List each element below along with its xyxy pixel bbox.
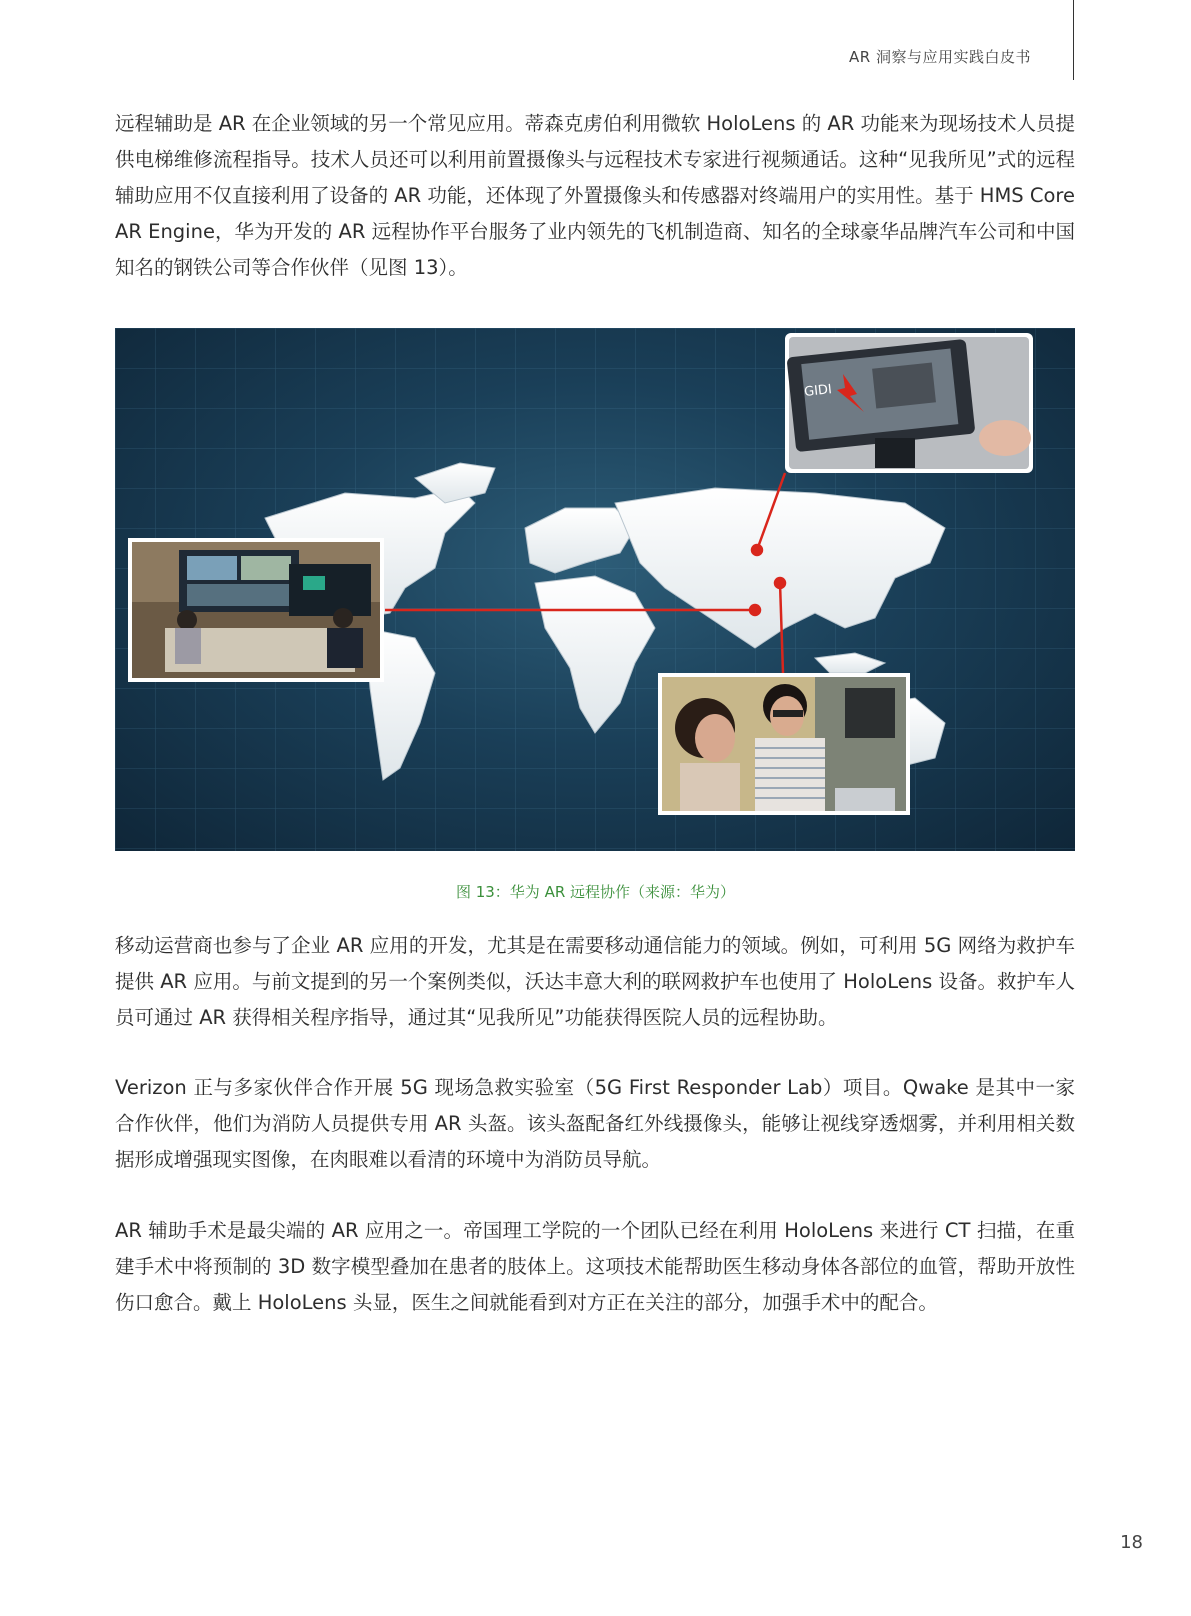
- marker-south-china: [775, 578, 785, 588]
- figure-ar-remote-collaboration: [115, 328, 1075, 851]
- paragraph-remote-assistance: 远程辅助是 AR 在企业领域的另一个常见应用。蒂森克虏伯利用微软 HoloLens 的 AR 功能来为现场技术人员提供电梯维修流程指导。技术人员还可以利用前置摄像头与远程技术专家进行视频通话。这种“见我所见”式的远程辅助应用不仅直接利用了设备的 AR 功能，还体现了外置摄像头和传感器对终端用户的实用性。基于 HMS Core AR Engine，华为开发的 AR 远程协作平台服务了业内领先的飞机制造商、知名的全球豪华品牌汽车公司和中国知名的钢铁公司等合作伙伴（见图 13）。: [115, 112, 1075, 279]
- figure-caption: 图 13：华为 AR 远程协作（来源：华为）: [455, 883, 736, 901]
- photo-colleagues: [658, 673, 910, 815]
- photo-ar-device: [785, 333, 1033, 473]
- marker-north-china: [752, 545, 762, 555]
- device-label: GIDI: [803, 382, 833, 400]
- photo-meeting-room: [128, 538, 384, 682]
- paragraph-verizon: Verizon 正与多家伙伴合作开展 5G 现场急救实验室（5G First Responder Lab）项目。Qwake 是其中一家合作伙伴，他们为消防人员提供专用 AR 头盔。该头盔配备红外线摄像头，能够让视线穿透烟雾，并利用相关数据形成增强现实图像，在肉眼难以看清的环境中为消防员导航。: [115, 1076, 1075, 1171]
- paragraph-mobile-operators: 移动运营商也参与了企业 AR 应用的开发，尤其是在需要移动通信能力的领域。例如，可利用 5G 网络为救护车提供 AR 应用。与前文提到的另一个案例类似，沃达丰意大利的联网救护车也使用了 HoloLens 设备。救护车人员可通过 AR 获得相关程序指导，通过其“见我所见”功能获得医院人员的远程协助。: [115, 934, 1075, 1029]
- header-title: AR 洞察与应用实践白皮书: [849, 48, 1031, 66]
- header-divider: [1073, 0, 1074, 80]
- marker-south-asia: [750, 605, 760, 615]
- paragraph-ar-surgery: AR 辅助手术是最尖端的 AR 应用之一。帝国理工学院的一个团队已经在利用 HoloLens 来进行 CT 扫描，在重建手术中将预制的 3D 数字模型叠加在患者的肢体上。这项技术能帮助医生移动身体各部位的血管，帮助开放性伤口愈合。戴上 HoloLens 头显，医生之间就能看到对方正在关注的部分，加强手术中的配合。: [115, 1219, 1075, 1314]
- page-number: 18: [1120, 1532, 1143, 1553]
